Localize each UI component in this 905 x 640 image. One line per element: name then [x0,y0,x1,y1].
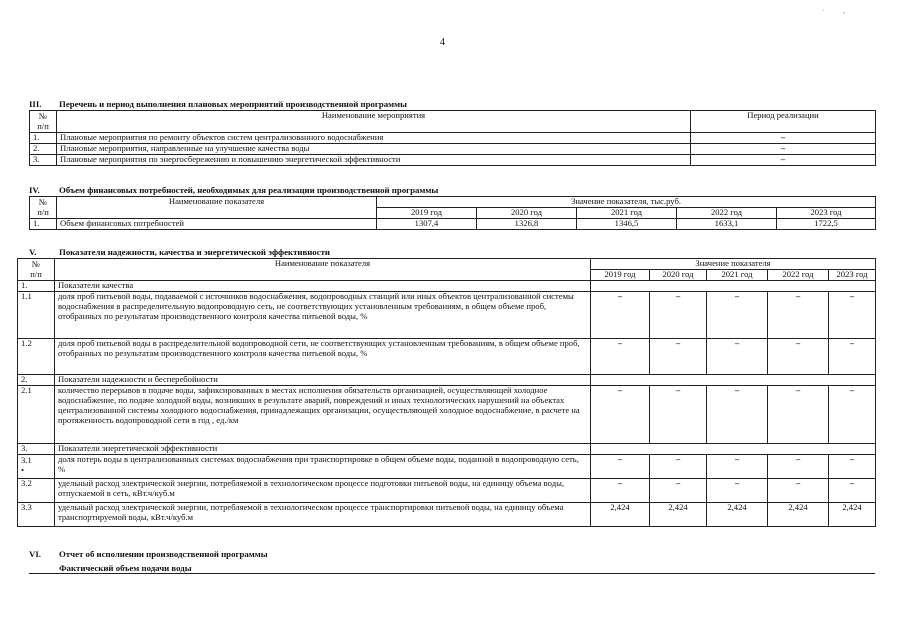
section5-title: Показатели надежности, качества и энергетической эффективности [59,247,330,257]
section3-number: III. [29,99,42,109]
value-cell: – [591,292,650,339]
table-row [18,386,876,444]
section6-number: VI. [29,549,41,559]
row-name: Плановые мероприятия по энергосбережению и повышению энергетической эффективности [57,155,691,166]
section3-table [29,110,876,166]
row-name: доля проб питьевой воды, подаваемой с источников водоснабжения, водопроводных станций или иных объектов централизованной системы водоснабжения в распределительную водопроводную сеть, не соответствующих установленным требованиям, в общем объеме проб, отобранных по результатам производственного контроля качества питьевой воды, % [55,292,591,339]
value-cell: – [707,339,768,375]
value-cell: – [768,339,829,375]
value-cell: – [768,479,829,503]
value-cell: 1307,4 [377,219,477,230]
value-cell: 2,424 [829,503,876,527]
section5-heading [29,247,330,257]
col-header-value: Значение показателя, тыс.руб. [377,197,876,208]
value-cell: – [650,479,707,503]
value-cell: 2,424 [707,503,768,527]
year-header: 2019 год [377,208,477,219]
value-cell: – [591,386,650,444]
value-cell: – [829,292,876,339]
section3-title: Перечень и период выполнения плановых мероприятий производственной программы [59,99,408,109]
group-row [18,281,876,292]
row-number: 2. [30,144,57,155]
empty-cell [591,281,876,292]
col-header-value: Значение показателя [591,259,876,270]
table-row [30,155,876,166]
value-cell: 2,424 [650,503,707,527]
year-header: 2020 год [477,208,577,219]
section6-subtitle: Фактический объем подачи воды [59,563,192,573]
table-header-row [30,111,876,133]
value-cell: – [829,386,876,444]
group-row [18,444,876,455]
year-header: 2023 год [777,208,876,219]
row-number: 3.3 [18,503,55,527]
col-header-name: Наименование показателя [57,197,377,219]
value-cell: 1633,1 [677,219,777,230]
col-header-no: № п/п [18,259,55,281]
row-number: 1. [30,219,57,230]
section4-number: IV. [29,185,40,195]
row-name: Плановые мероприятия по ремонту объектов систем централизованного водоснабжения [57,133,691,144]
value-cell: 1722,5 [777,219,876,230]
group-name: Показатели надежности и бесперебойности [55,375,591,386]
row-number: 3. [18,444,55,455]
table-row [30,219,876,230]
value-cell: 1326,8 [477,219,577,230]
col-header-no: № п/п [30,111,57,133]
scan-marks: · , [822,6,845,15]
value-cell: – [650,292,707,339]
row-number: 3.1 • [18,455,55,479]
year-header: 2023 год [829,270,876,281]
section6-title: Отчет об исполнении производственной программы [59,549,268,559]
table-row [18,479,876,503]
value-cell: – [768,455,829,479]
value-cell: – [650,339,707,375]
row-number: 1.1 [18,292,55,339]
row-name: доля проб питьевой воды в распределительной водопроводной сети, не соответствующих установленным требованиям, в общем объеме проб, отобранных по результатам производственного контроля качества питьевой воды, % [55,339,591,375]
row-period: – [691,144,876,155]
section4-heading [29,185,438,195]
value-cell: – [650,386,707,444]
value-cell: – [707,479,768,503]
section4-title: Объем финансовых потребностей, необходимых для реализации производственной программы [59,185,439,195]
section4-table [29,196,876,230]
row-number: 3. [30,155,57,166]
row-number: 2. [18,375,55,386]
row-number: 3.2 [18,479,55,503]
value-cell: – [591,479,650,503]
value-cell: – [591,339,650,375]
row-number: 1. [30,133,57,144]
row-number: 1. [18,281,55,292]
table-row [18,339,876,375]
group-name: Показатели качества [55,281,591,292]
table-header-row [30,197,876,208]
group-name: Показатели энергетической эффективности [55,444,591,455]
value-cell: – [591,455,650,479]
year-header: 2019 год [591,270,650,281]
value-cell: – [768,292,829,339]
table-row [30,133,876,144]
section5-table [17,258,876,527]
value-cell: – [707,292,768,339]
value-cell: – [829,479,876,503]
group-row [18,375,876,386]
year-header: 2021 год [707,270,768,281]
table-row [18,503,876,527]
section3-heading [29,99,407,109]
value-cell: – [829,339,876,375]
col-header-name: Наименование мероприятия [57,111,691,133]
table-row [18,455,876,479]
year-header: 2022 год [677,208,777,219]
row-period: – [691,133,876,144]
table-header-row [18,259,876,270]
page-number: 4 [440,37,445,48]
row-name: Плановые мероприятия, направленные на улучшение качества воды [57,144,691,155]
row-name: доля потерь воды в централизованных системах водоснабжения при транспортировке в общем объеме воды, поданной в водопроводную сеть, % [55,455,591,479]
col-header-period: Период реализации [691,111,876,133]
value-cell: – [650,455,707,479]
row-name: Объем финансовых потребностей [57,219,377,230]
value-cell: – [768,386,829,444]
value-cell: – [707,455,768,479]
year-header: 2021 год [577,208,677,219]
empty-cell [591,375,876,386]
value-cell: – [829,455,876,479]
table-row [18,292,876,339]
row-name: удельный расход электрической энергии, потребляемой в технологическом процессе транспортировки питьевой воды, на единицу объема транспортируемой воды, кВт.ч/куб.м [55,503,591,527]
row-number: 2.1 [18,386,55,444]
value-cell: 1346,5 [577,219,677,230]
col-header-no: № п/п [30,197,57,219]
row-number: 1.2 [18,339,55,375]
section5-number: V. [29,247,37,257]
value-cell: – [707,386,768,444]
table-row [30,144,876,155]
empty-cell [591,444,876,455]
year-header: 2020 год [650,270,707,281]
value-cell: 2,424 [768,503,829,527]
year-header: 2022 год [768,270,829,281]
section6-heading [29,549,268,559]
col-header-name: Наименование показателя [55,259,591,281]
value-cell: 2,424 [591,503,650,527]
row-period: – [691,155,876,166]
row-name: удельный расход электрической энергии, потребляемой в технологическом процессе подготовки питьевой воды, на единицу объема воды, отпускаемой в сеть, кВт.ч/куб.м [55,479,591,503]
divider [29,573,875,574]
row-name: количество перерывов в подаче воды, зафиксированных в местах исполнения обязательств организацией, осуществляющей холодное водоснабжение, по подаче холодной воды, возникших в результате аварий, повреждений и иных технологических нарушений на объектах централизованной системы холодного водоснабжения, принадлежащих организации, осуществляющей холодное водоснабжение, в расчете на протяженность водопроводной сети в год , ед./км [55,386,591,444]
